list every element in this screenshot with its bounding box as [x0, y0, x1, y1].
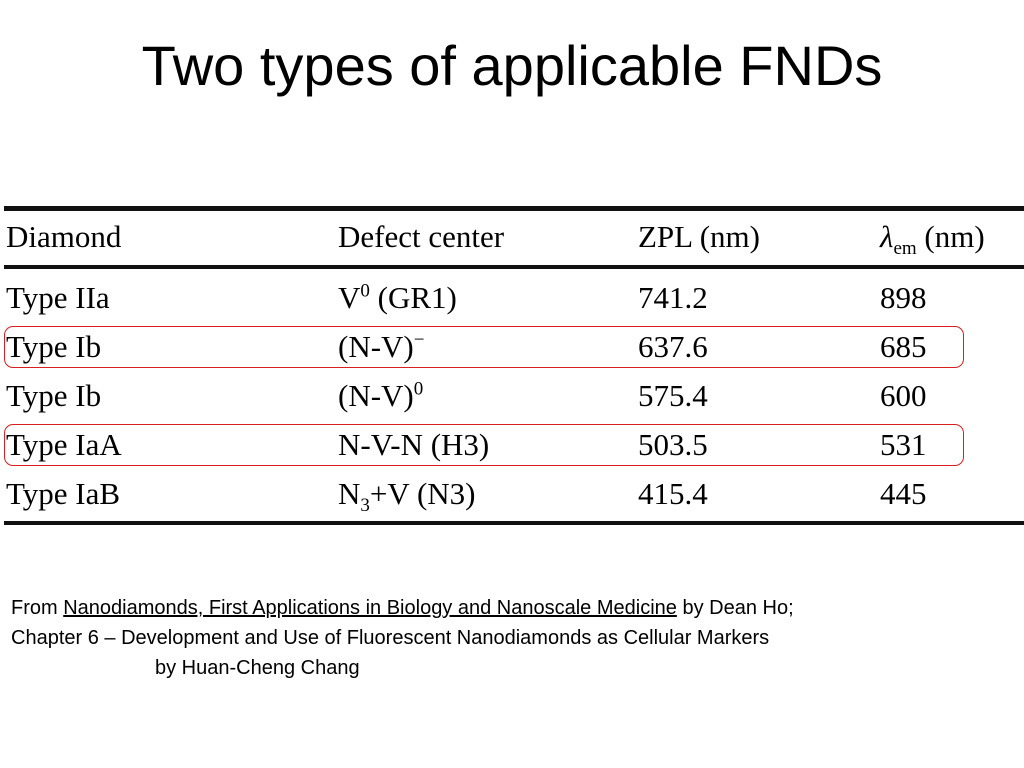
cell-emission: 445	[880, 476, 927, 511]
citation-author: by Dean Ho;	[676, 597, 794, 619]
cell-defect-center	[338, 425, 489, 465]
header-zpl: ZPL (nm)	[638, 219, 760, 254]
defect-center-table	[4, 205, 1024, 525]
citation-chapter-author: by Huan-Cheng Chang	[155, 657, 360, 679]
defect-superscript: 0	[413, 378, 424, 400]
header-defect-center: Defect center	[338, 219, 505, 254]
lambda-subscript: em	[893, 238, 917, 260]
citation-chapter: Chapter 6 – Development and Use of Fluorescent Nanodiamonds as Cellular Markers	[11, 627, 770, 649]
cell-diamond: Type IaB	[6, 476, 121, 511]
cell-zpl: 415.4	[638, 476, 708, 511]
defect-base: V	[338, 280, 361, 315]
cell-zpl: 503.5	[638, 427, 708, 462]
citation-line-1	[11, 593, 794, 623]
defect-base: N-V-N (H3)	[338, 427, 490, 462]
highlight-box	[4, 326, 964, 368]
cell-zpl: 637.6	[638, 329, 708, 364]
table-top-rule	[4, 206, 1024, 211]
cell-defect-center	[338, 327, 424, 367]
lambda-symbol: λ	[880, 219, 894, 254]
cell-diamond: Type IIa	[6, 280, 110, 315]
cell-zpl: 741.2	[638, 280, 708, 315]
book-title-link[interactable]: Nanodiamonds, First Applications in Biology and Nanoscale Medicine	[63, 597, 677, 619]
cell-emission: 531	[880, 427, 927, 462]
defect-subscript: 3	[360, 495, 370, 517]
cell-defect-center	[338, 474, 476, 517]
cell-diamond: Type IaA	[6, 427, 122, 462]
cell-diamond: Type Ib	[6, 378, 102, 413]
defect-superscript: −	[413, 329, 425, 351]
defect-tail: +V (N3)	[369, 476, 476, 511]
defect-superscript: 0	[360, 280, 370, 302]
defect-base: N	[338, 476, 361, 511]
table-bottom-rule	[4, 521, 1024, 525]
header-diamond: Diamond	[6, 219, 122, 254]
slide-title: Two types of applicable FNDs	[141, 34, 883, 97]
cell-emission: 685	[880, 329, 927, 364]
lambda-unit: (nm)	[916, 219, 985, 254]
cell-diamond: Type Ib	[6, 329, 102, 364]
cell-emission: 898	[880, 280, 927, 315]
defect-tail: (GR1)	[369, 280, 457, 315]
header-lambda-em	[880, 217, 985, 260]
cell-emission: 600	[880, 378, 927, 413]
defect-base: (N-V)	[338, 378, 414, 413]
defect-base: (N-V)	[338, 329, 414, 364]
cell-zpl: 575.4	[638, 378, 708, 413]
header-rule	[4, 265, 1024, 269]
cell-defect-center	[338, 278, 457, 318]
citation	[11, 593, 794, 683]
citation-prefix: From	[11, 597, 64, 619]
cell-defect-center	[338, 376, 423, 416]
